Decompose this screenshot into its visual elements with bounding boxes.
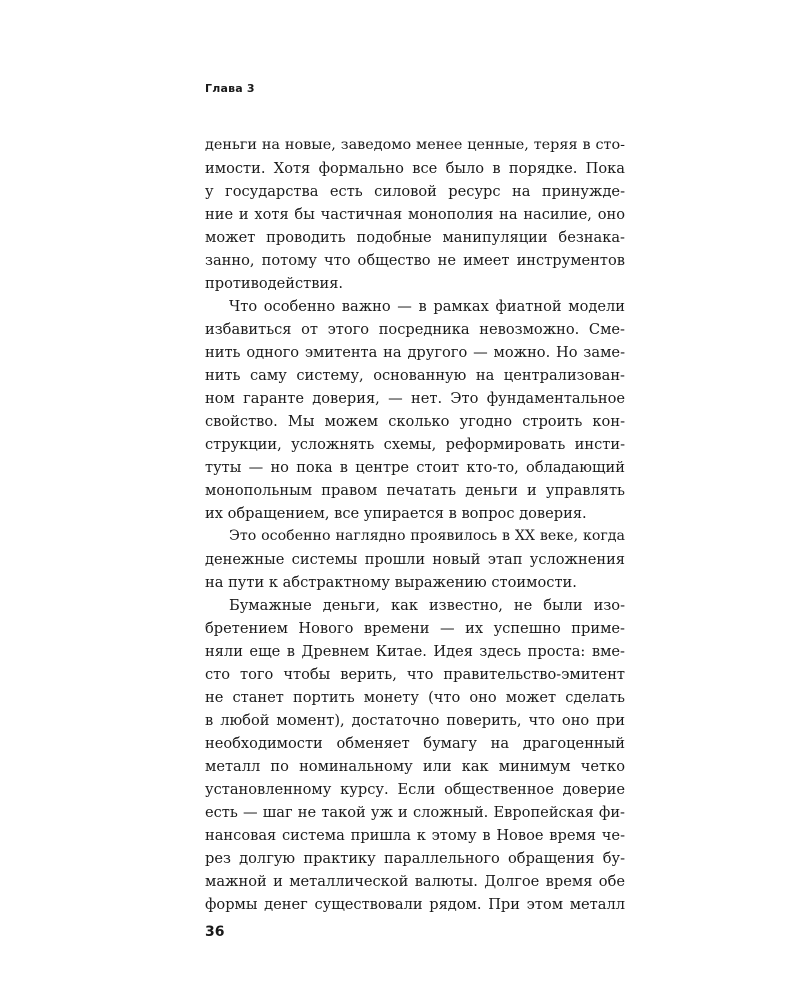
text-line: Это особенно наглядно проявилось в XX веке, когда <box>229 528 625 544</box>
text-line: у государства есть силовой ресурс на принужде- <box>205 183 625 200</box>
text-line: Бумажные деньги, как известно, не были изо- <box>229 597 625 614</box>
text-line: рез долгую практику параллельного обращения бу- <box>205 850 625 867</box>
text-line: мажной и металлической валюты. Долгое время обе <box>205 873 625 890</box>
text-line: денежные системы прошли новый этап усложнения <box>205 551 625 568</box>
text-line: нансовая система пришла к этому в Новое время че- <box>205 827 625 844</box>
text-line: свойство. Мы можем сколько угодно строить кон- <box>205 413 625 430</box>
text-line: не станет портить монету (что оно может сделать <box>205 689 625 706</box>
text-line: струкции, усложнять схемы, реформировать инсти- <box>205 436 625 453</box>
text-line: бретением Нового времени — их успешно приме- <box>205 620 625 637</box>
text-line: формы денег существовали рядом. При этом металл <box>205 896 625 913</box>
text-line: установленному курсу. Если общественное доверие <box>205 781 625 798</box>
text-line: сто того чтобы верить, что правительство-эмитент <box>205 666 625 683</box>
text-line: на пути к абстрактному выражению стоимости. <box>205 574 577 591</box>
text-line: в любой момент), достаточно поверить, что оно при <box>205 712 625 729</box>
text-line: нить одного эмитента на другого — можно. Но заме- <box>205 344 625 361</box>
text-line: есть — шаг не такой уж и сложный. Европейская фи- <box>205 804 625 821</box>
text-line: Что особенно важно — в рамках фиатной модели <box>229 298 625 315</box>
text-line: ном гаранте доверия, — нет. Это фундаментальное <box>205 390 625 407</box>
running-head: Глава 3 <box>205 82 255 95</box>
text-line: монопольным правом печатать деньги и управлять <box>205 482 625 499</box>
text-line: ние и хотя бы частичная монополия на насилие, оно <box>205 206 625 223</box>
text-line: избавиться от этого посредника невозможно. Сме- <box>205 321 625 338</box>
text-line: деньги на новые, заведомо менее ценные, теряя в сто- <box>205 137 625 153</box>
text-line: занно, потому что общество не имеет инструментов <box>205 252 625 269</box>
text-line: няли еще в Древнем Китае. Идея здесь проста: вме- <box>205 643 625 660</box>
page-number: 36 <box>205 924 225 940</box>
text-line: противодействия. <box>205 275 344 292</box>
text-line: металл по номинальному или как минимум четко <box>205 758 625 775</box>
text-line: нить саму систему, основанную на централизован- <box>205 367 625 384</box>
text-line: необходимости обменяет бумагу на драгоценный <box>205 735 625 752</box>
text-line: туты — но пока в центре стоит кто-то, обладающий <box>205 459 625 476</box>
text-line: может проводить подобные манипуляции безнака- <box>205 229 625 246</box>
body-text <box>205 134 625 916</box>
text-line: имости. Хотя формально все было в порядке. Пока <box>205 160 625 177</box>
text-line: их обращением, все упирается в вопрос доверия. <box>205 505 587 522</box>
